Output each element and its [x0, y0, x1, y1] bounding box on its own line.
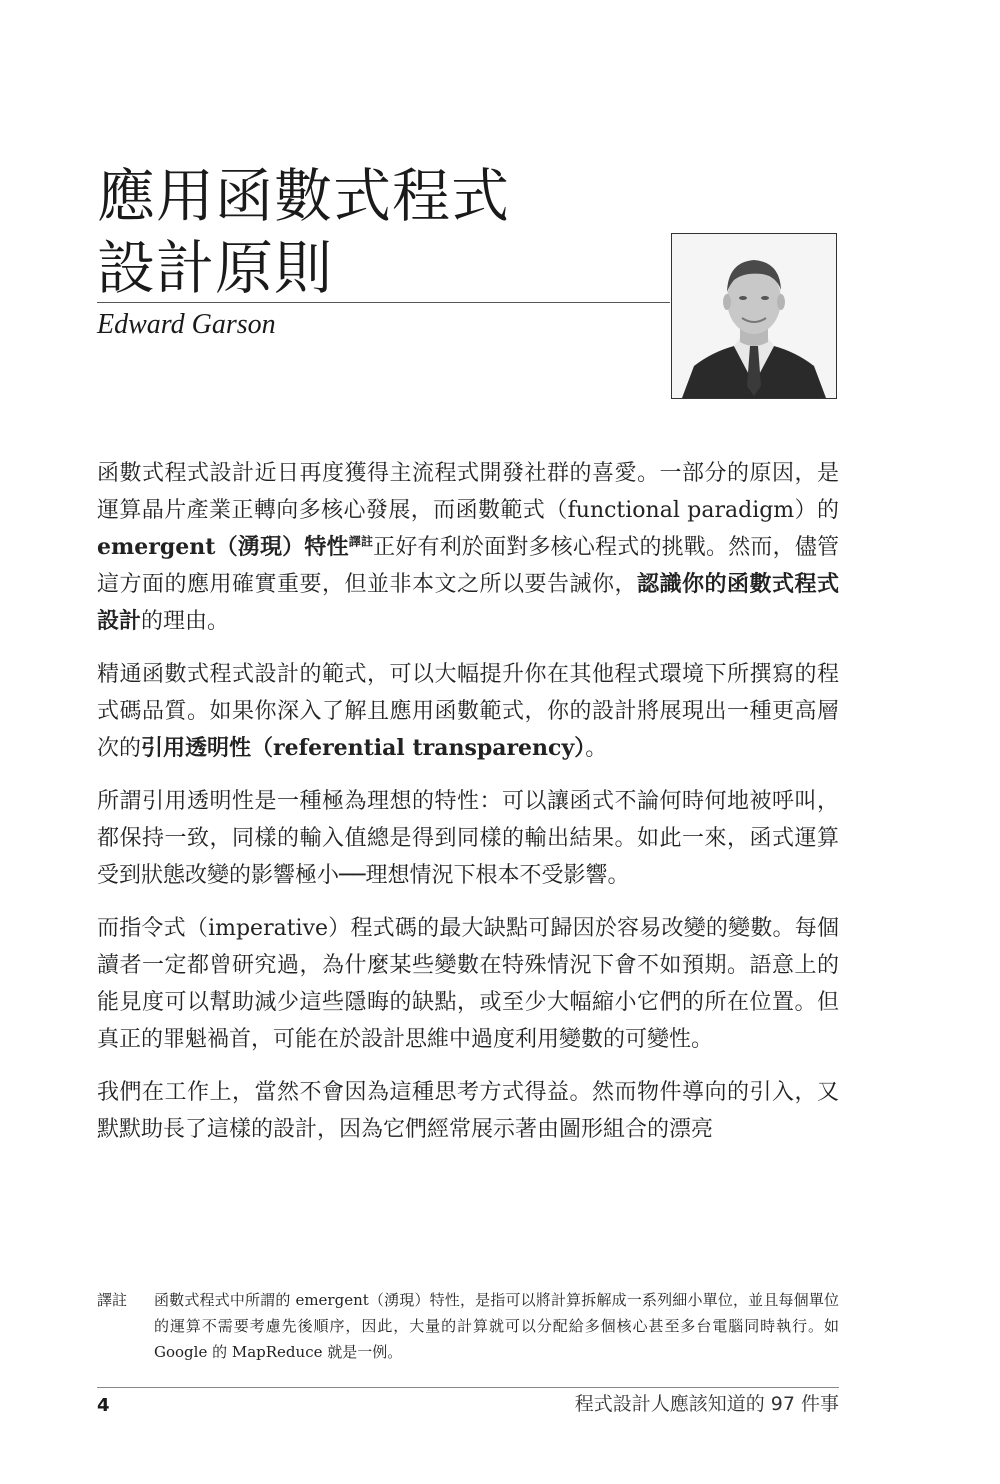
page-number: 4: [97, 1395, 110, 1416]
paragraph-1: [97, 455, 839, 640]
paragraph-5: 我們在工作上，當然不會因為這種思考方式得益。然而物件導向的引入，又默默助長了這樣的設計，因為它們經常展示著由圖形組合的漂亮: [97, 1080, 839, 1142]
paragraph-2-text-a: 精通函數式程式設計的範式，可以大幅提升你在其他程式環境下所撰寫的程式碼品質。如果你深入了解且應用函數範式，你的設計將展現出一種更高層次的: [97, 662, 839, 761]
paragraph-1-text-a: 函數式程式設計近日再度獲得主流程式開發社群的喜愛。一部分的原因，是運算晶片產業正轉向多核心發展，而函數範式（functional paradigm）的: [97, 461, 839, 523]
paragraph-2-bold-referential-transparency: 引用透明性（referential transparency）: [141, 735, 586, 761]
footnote-text: 函數式程式中所謂的 emergent（湧現）特性，是指可以將計算拆解成一系列細小單位，並且每個單位的運算不需要考慮先後順序，因此，大量的計算就可以分配給多個核心甚至多台電腦同時執行。如 Google 的 MapReduce 就是一例。: [154, 1291, 839, 1361]
chapter-title-line-1: 應用函數式程式: [97, 162, 511, 230]
paragraph-1-bold-know-fp: 認識你的函數式程式設計: [97, 571, 839, 634]
chapter-title: [97, 160, 657, 304]
footnote-marker: 譯註: [348, 534, 374, 549]
paragraph-1-text-c: 的理由。: [141, 609, 230, 634]
paragraph-2: [97, 656, 839, 767]
paragraph-4: 而指令式（imperative）程式碼的最大缺點可歸因於容易改變的變數。每個讀者一定都曾研究過，為什麼某些變數在特殊情況下會不如預期。語意上的能見度可以幫助減少這些隱晦的缺點，或至少大幅縮小它們的所在位置。但真正的罪魁禍首，可能在於設計思維中過度利用變數的可變性。: [97, 916, 839, 1052]
running-book-title: 程式設計人應該知道的 97 件事: [574, 1393, 839, 1415]
title-divider: [97, 302, 670, 303]
paragraph-1-bold-emergent: emergent（湧現）特性: [97, 534, 349, 560]
author-portrait-icon: [671, 233, 837, 399]
paragraph-3: 所謂引用透明性是一種極為理想的特性：可以讓函式不論何時何地被呼叫，都保持一致，同樣的輸入值總是得到同樣的輸出結果。如此一來，函式運算受到狀態改變的影響極小──理想情況下根本不受影響。: [97, 789, 839, 888]
chapter-title-line-2: 設計原則: [97, 234, 334, 302]
author-name: Edward Garson: [97, 309, 276, 340]
paragraph-2-text-b: 。: [585, 736, 608, 761]
article-body: [97, 455, 839, 1164]
footer-divider: [97, 1387, 839, 1388]
footnote-label: 譯註: [97, 1291, 128, 1309]
footnote: [97, 1287, 839, 1365]
paragraph-1-text-b: 正好有利於面對多核心程式的挑戰。然而，儘管這方面的應用確實重要，但並非本文之所以要告誡你，: [97, 535, 839, 597]
